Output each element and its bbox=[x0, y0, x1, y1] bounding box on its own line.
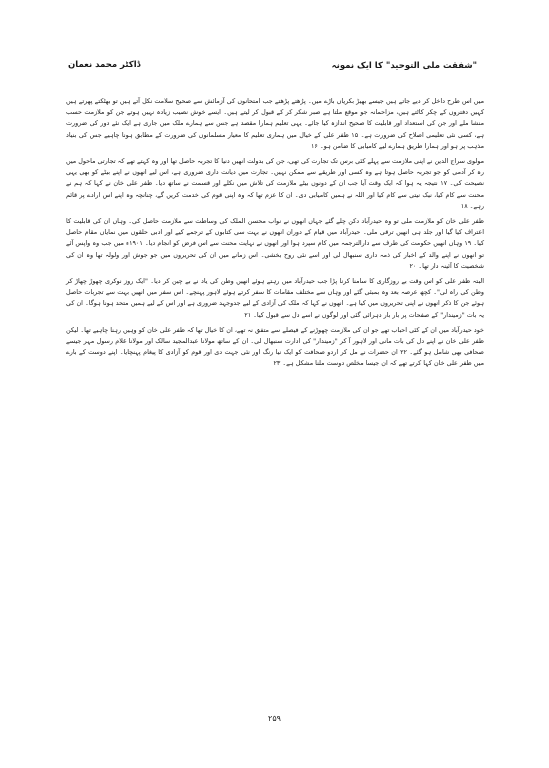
page-number: ۲۵۹ bbox=[268, 714, 281, 723]
running-header bbox=[68, 60, 477, 74]
body-text bbox=[66, 96, 484, 370]
paragraph: مولوی سراج الدین نے اپنی ملازمت سے پہلے کئی برس تک تجارت کی تھی، جن کی بدولت انھیں دنیا کا تجربہ حاصل تھا اور وہ کہتے تھے کہ تجارتی ماحول میں رہ کر آدمی کو جو تجربہ حاصل ہوتا ہے وہ کسی اور طریقے سے ممکن نہیں۔ تجارت میں دیانت داری ضروری ہے، اس لیے انھوں نے اپنے بیٹے کو بھی یہی نصیحت کی۔ ۱۷ نتیجہ یہ ہوا کہ ایک وقت آیا جب ان کے دونوں بیٹے ملازمت کی تلاش میں نکلے اور قسمت نے ساتھ دیا۔ ظفر علی خان نے کہا کہ ہم نے محنت سے کام کیا، نیک نیتی سے کام کیا اور اللہ نے ہمیں کامیابی دی۔ ان کا عزم تھا کہ وہ اپنی قوم کی خدمت کریں گے، چنانچہ وہ اپنے اس ارادے پر قائم رہے۔ ۱۸ bbox=[66, 157, 485, 210]
running-title: "شفقت ملی التوحید" کا ایک نمونہ bbox=[331, 61, 477, 71]
paragraph: میں اس طرح داخل کر دیے جاتے ہیں جیسے بھیڑ بکریاں باڑے میں۔ پڑھتے پڑھتے جب امتحانوں کی آزمائش سے صحیح سلامت نکل آتے ہیں تو بھٹکتے پھرتے ہیں کہیں دفتروں کے چکر کاٹتے ہیں، مزاحمانہ جو موقع ملتا ہے صبر شکر کر کے قبول کر لیتے ہیں۔ ایسے خوش نصیب زیادہ نہیں ہوتے جن کو ملازمت حسب منشا ملے اور جن کی استعداد اور قابلیت کا صحیح اندازہ کیا جائے۔ یہی تعلیم ہمارا مقصد ہے جس سے ہمارے ملک میں جاری ہے ایک نئے دور کی ضرورت ہے، کسی نئی تعلیمی اصلاح کی ضرورت ہے۔ ۱۵ ظفر علی کے خیال میں ہماری تعلیم کا معیار مسلمانوں کی ضرورت کے مطابق ہونا چاہیے جس کی بنیاد مذہب پر ہو اور ہمارا طریق ہمارے لیے کامیابی کا ضامن ہو۔ ۱۶ bbox=[66, 97, 484, 150]
author-name: ڈاکٹر محمد نعمان bbox=[68, 60, 141, 70]
paragraph: خود حیدرآباد میں ان کے کئی احباب تھے جو ان کی ملازمت چھوڑنے کے فیصلے سے متفق نہ تھے، ان کا خیال تھا کہ ظفر علی خان کو وہیں رہنا چاہیے تھا۔ لیکن ظفر علی خان نے اپنے دل کی بات مانی اور لاہور آ کر "زمیندار" کی ادارت سنبھال لی۔ ان کے ساتھ مولانا عبدالمجید سالک اور مولانا غلام رسول مہر جیسے صحافی بھی شامل ہو گئے۔ ۲۲ ان حضرات نے مل کر اردو صحافت کو ایک نیا رنگ اور نئی جہت دی اور قوم کو آزادی کا پیغام پہنچایا۔ اپنے دوست کے بارے میں ظفر علی خان کہا کرتے تھے کہ ان جیسا مخلص دوست ملنا مشکل ہے۔ ۲۳ bbox=[66, 325, 484, 368]
paragraph: ظفر علی خان کو ملازمت ملی تو وہ حیدرآباد دکن چلے گئے جہاں انھوں نے نواب محسن الملک کی وساطت سے ملازمت حاصل کی۔ وہاں ان کی قابلیت کا اعتراف کیا گیا اور جلد ہی انھیں ترقی ملی۔ حیدرآباد میں قیام کے دوران انھوں نے بہت سی کتابوں کے ترجمے کیے اور ادبی حلقوں میں نمایاں مقام حاصل کیا۔ ۱۹ وہاں انھیں حکومت کی طرف سے دارالترجمہ میں کام سپرد ہوا اور انھوں نے نہایت محنت سے اس فرض کو انجام دیا۔ ۱۹۰۱ء میں جب وہ واپس آئے تو انھوں نے اپنے والد کے اخبار کی ذمہ داری سنبھال لی اور اسے نئی روح بخشی۔ اس زمانے میں ان کی تحریروں میں جو جوش اور ولولہ تھا وہ ان کی شخصیت کا آئینہ دار تھا۔ ۲۰ bbox=[66, 217, 484, 270]
paragraph: البتہ ظفر علی کو اس وقت بے روزگاری کا سامنا کرنا پڑا جب حیدرآباد میں رہتے ہوئے انھیں وطن کی یاد نے بے چین کر دیا۔ "ایک روز نوکری چھوڑ چھاڑ کر وطن کی راہ لی"۔ کچھ عرصہ بعد وہ بمبئی گئے اور وہاں سے مختلف مقامات کا سفر کرتے ہوئے لاہور پہنچے۔ اس سفر میں انھیں بہت سے تجربات حاصل ہوئے جن کا ذکر انھوں نے اپنی تحریروں میں کیا ہے۔ انھوں نے کہا کہ ملک کی آزادی کے لیے جدوجہد ضروری ہے اور اس کے لیے ہمیں متحد ہونا ہوگا۔ ان کی یہ بات "زمیندار" کے صفحات پر بار بار دہرائی گئی اور لوگوں نے اسے دل سے قبول کیا۔ ۲۱ bbox=[66, 277, 484, 319]
